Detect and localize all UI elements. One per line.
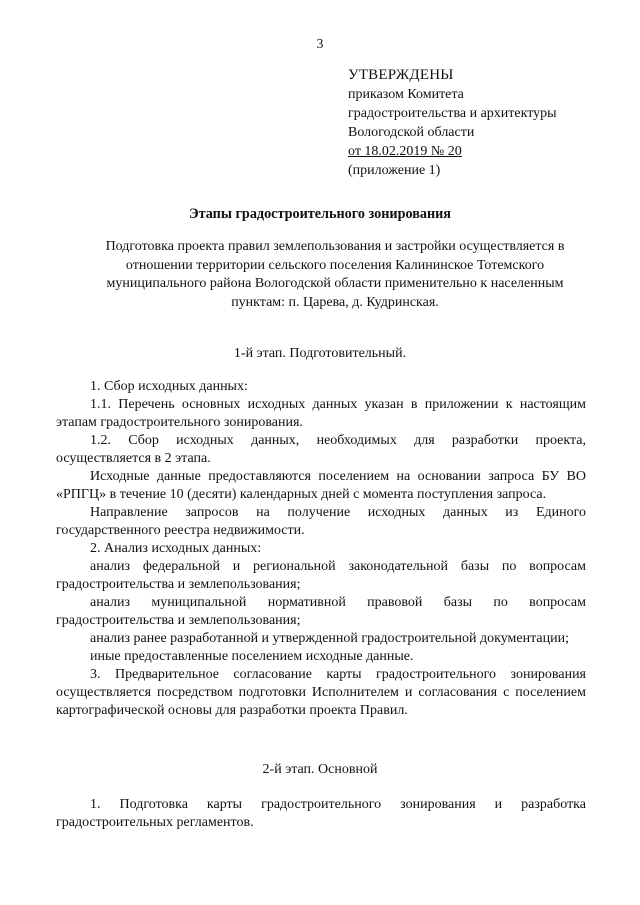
approval-block — [348, 66, 618, 180]
approval-line: приказом Комитета — [348, 87, 464, 102]
approval-line: Вологодской области — [348, 125, 475, 140]
stage1-heading: 1-й этап. Подготовительный. — [233, 346, 407, 361]
paragraph: 2. Анализ исходных данных: — [90, 541, 262, 556]
approval-appendix: (приложение 1) — [348, 163, 441, 178]
paragraph: 1. Сбор исходных данных: — [90, 379, 248, 394]
intro-paragraph: Подготовка проекта правил землепользования и застройки осуществляется в отношении территории сельского поселения Калининское Тотемского муниципального района Вологодской области применительно к населенным пунктам: п. Царева, д. Кудринская. — [105, 239, 565, 310]
approval-line: градостроительства и архитектуры — [348, 106, 557, 121]
stage2-body — [56, 796, 586, 832]
paragraph: 1. Подготовка карты градостроительного зонирования и разработка градостроительных регламентов. — [56, 797, 586, 830]
document-title: Этапы градостроительного зонирования — [189, 206, 451, 222]
stage1-body — [56, 378, 586, 720]
paragraph: анализ муниципальной нормативной правовой базы по вопросам градостроительства и землепользования; — [56, 595, 586, 628]
approval-heading: УТВЕРЖДЕНЫ — [348, 67, 454, 83]
paragraph: 1.2. Сбор исходных данных, необходимых для разработки проекта, осуществляется в 2 этапа. — [56, 433, 586, 466]
paragraph: анализ ранее разработанной и утвержденной градостроительной документации; — [90, 631, 569, 646]
page-number: 3 — [316, 36, 324, 51]
paragraph: 1.1. Перечень основных исходных данных указан в приложении к настоящим этапам градостроительного зонирования. — [56, 397, 586, 430]
paragraph: 3. Предварительное согласование карты градостроительного зонирования осуществляется посредством подготовки Исполнителем и согласования с поселением картографической основы для разработки проекта Правил. — [56, 667, 586, 718]
approval-order-date: от 18.02.2019 № 20 — [348, 144, 462, 159]
paragraph: Направление запросов на получение исходных данных из Единого государственного реестра недвижимости. — [56, 505, 586, 538]
paragraph: иные предоставленные поселением исходные данные. — [90, 649, 414, 664]
stage2-heading: 2-й этап. Основной — [262, 762, 378, 777]
paragraph: анализ федеральной и региональной законодательной базы по вопросам градостроительства и землепользования; — [56, 559, 586, 592]
paragraph: Исходные данные предоставляются поселением на основании запроса БУ ВО «РПГЦ» в течение 10 (десяти) календарных дней с момента поступления запроса. — [56, 469, 586, 502]
